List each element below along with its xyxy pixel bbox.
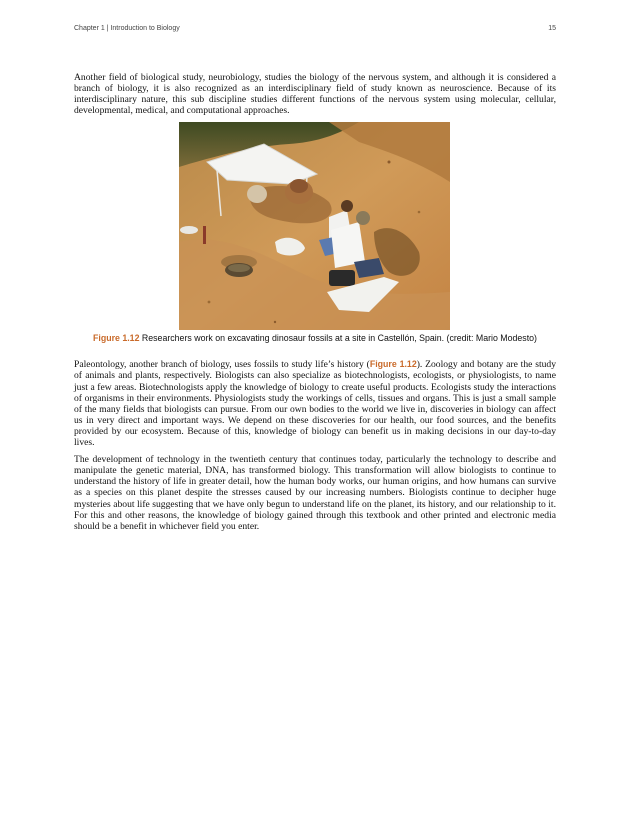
paragraph-text: Paleontology, another branch of biology, uses fossils to study life’s history ( — [74, 359, 370, 371]
rock — [418, 211, 421, 214]
figure-spacer — [74, 344, 556, 359]
figure-label: Figure 1.12 — [93, 333, 140, 344]
figure-caption-text: Researchers work on excavating dinosaur fossils at a site in Castellón, Spain. (credit: Mario Modesto) — [139, 333, 537, 344]
paragraph-text: ). Zoology and botany are the study of animals and plants, respectively. Biologists can also specialize as biotechnologists, ecologists, or physiologists, to name just a few areas. Biotechnologists apply the knowledge of biology to create useful products. Ecologists study the interactions of organisms in their environments. Physiologists study the workings of cells, tissues and organs. This is just a small sample of the many fields that biologists can pursue. From our own bodies to the world we live in, discoveries in biology can affect us in very direct and important ways. We depend on these discoveries for our health, our food sources, and the benefits provided by our ecosystem. Because of this, knowledge of biology can benefit us in making decisions in our day-to-day lives. — [74, 359, 556, 449]
rock — [208, 301, 211, 304]
page-number: 15 — [548, 25, 556, 32]
figure-1-12 — [74, 122, 556, 344]
paragraph-technology: The development of technology in the twentieth century that continues today, particularly the technology to describe and manipulate the genetic material, DNA, has transformed biology. This transformation will allow biologists to continue to understand the history of life in greater detail, how the human body works, our human origins, and how humans can survive as a species on this planet despite the stresses caused by our increasing numbers. Biologists continue to decipher huge mysteries about life suggesting that we have only begun to understand life on the planet, its history, and our relationship to it. For this and other reasons, the knowledge of biology gained through this textbook and other printed and electronic media should be a benefit in whichever field you enter. — [74, 454, 556, 532]
seated-worker — [247, 185, 267, 203]
excavation-photo — [179, 122, 450, 330]
rock — [388, 161, 391, 164]
paragraph-paleontology — [74, 359, 556, 448]
paragraph-neurobiology: Another field of biological study, neurobiology, studies the biology of the nervous system, and although it is considered a branch of biology, it is also recognized as an interdisciplinary field of study known as neuroscience. Because of its interdisciplinary nature, this sub discipline studies different functions of the nervous system using molecular, cellular, developmental, medical, and computational approaches. — [74, 72, 556, 117]
worker-head — [341, 200, 353, 212]
page-content — [74, 72, 556, 532]
chapter-title: Chapter 1 | Introduction to Biology — [74, 25, 180, 32]
worker-hat — [356, 211, 370, 225]
marker-stake — [203, 226, 206, 244]
worker-back — [290, 179, 308, 193]
black-bucket — [329, 270, 355, 286]
figure-caption — [74, 333, 556, 344]
rock — [274, 321, 276, 323]
excavation-photo-illustration — [179, 122, 450, 330]
figure-reference-link[interactable]: Figure 1.12 — [369, 359, 417, 370]
small-bag — [180, 226, 198, 234]
metal-pan-rim — [228, 264, 250, 272]
running-header — [74, 25, 556, 32]
